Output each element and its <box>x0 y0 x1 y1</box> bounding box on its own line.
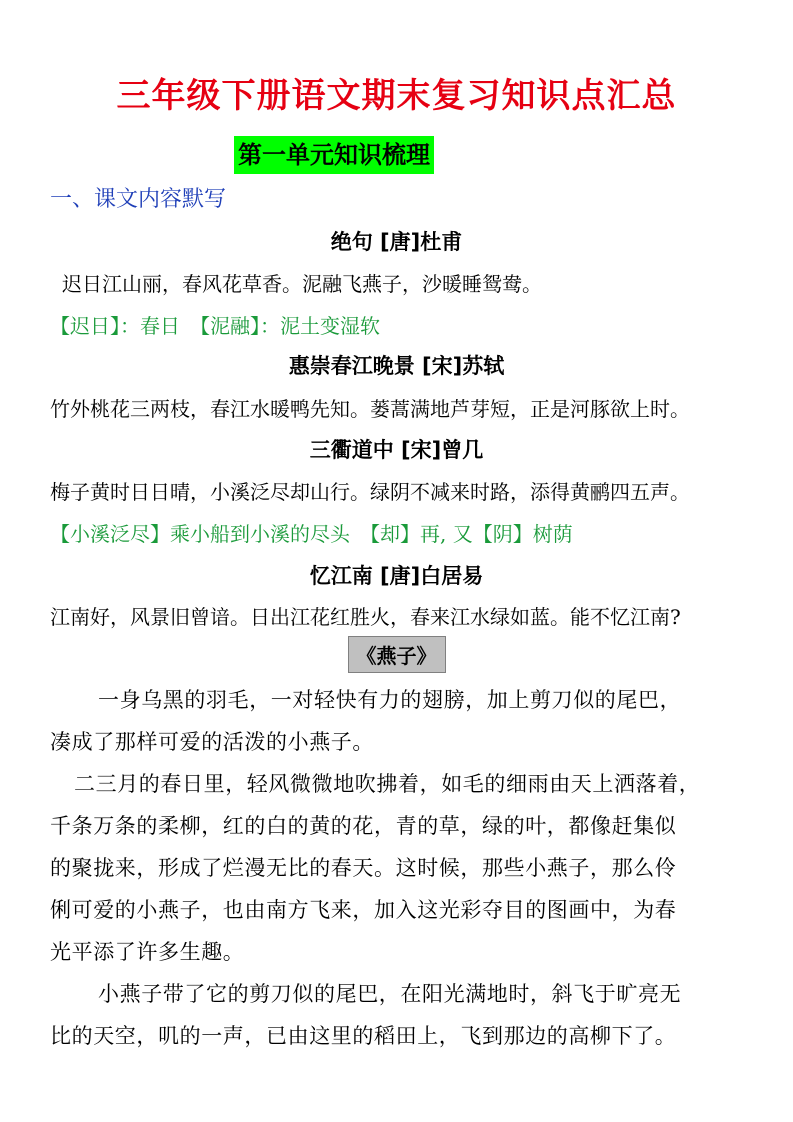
poem-note: 【小溪泛尽】乘小船到小溪的尽头 【却】再, 又【阴】树荫 <box>50 522 573 546</box>
prose-line: 凑成了那样可爱的活泼的小燕子。 <box>50 730 374 754</box>
page-title: 三年级下册语文期末复习知识点汇总 <box>116 76 677 116</box>
poem-title: 绝句 [唐]杜甫 <box>330 230 463 254</box>
prose-line: 小燕子带了它的剪刀似的尾巴，在阳光满地时，斜飞于旷亮无 <box>98 982 682 1006</box>
prose-title-block <box>0 636 793 673</box>
prose-line: 俐可爱的小燕子，也由南方飞来，加入这光彩夺目的图画中，为春 <box>50 898 677 922</box>
prose-line: 二三月的春日里，轻风微微地吹拂着，如毛的细雨由天上洒落着， <box>74 772 701 796</box>
poem-note: 【迟日】：春日 【泥融】：泥土变湿软 <box>50 314 380 338</box>
poem-text: 迟日江山丽，春风花草香。泥融飞燕子，沙暖睡鸳鸯。 <box>62 272 542 296</box>
unit-heading-block <box>234 136 434 174</box>
unit-heading: 第一单元知识梳理 <box>234 136 434 174</box>
prose-line: 的聚拢来，形成了烂漫无比的春天。这时候，那些小燕子，那么伶 <box>50 856 677 880</box>
prose-line: 一身乌黑的羽毛，一对轻快有力的翅膀，加上剪刀似的尾巴， <box>98 688 682 712</box>
section-heading: 一、课文内容默写 <box>50 187 227 212</box>
poem-text: 梅子黄时日日晴，小溪泛尽却山行。绿阴不减来时路，添得黄鹂四五声。 <box>50 480 690 504</box>
poem-text: 江南好，风景旧曾谙。日出江花红胜火，春来江水绿如蓝。能不忆江南? <box>50 605 681 629</box>
prose-line: 千条万条的柔柳，红的白的黄的花，青的草，绿的叶，都像赶集似 <box>50 814 677 838</box>
prose-title: 《燕子》 <box>348 636 446 673</box>
poem-title: 三衢道中 [宋]曾几 <box>309 438 484 462</box>
poem-title: 忆江南 [唐]白居易 <box>309 564 484 588</box>
prose-line: 光平添了许多生趣。 <box>50 940 245 964</box>
poem-title: 惠崇春江晚景 [宋]苏轼 <box>288 354 505 378</box>
prose-line: 比的天空，叽的一声，已由这里的稻田上，飞到那边的高柳下了。 <box>50 1024 677 1048</box>
poem-text: 竹外桃花三两枝，春江水暖鸭先知。蒌蒿满地芦芽短，正是河豚欲上时。 <box>50 397 690 421</box>
